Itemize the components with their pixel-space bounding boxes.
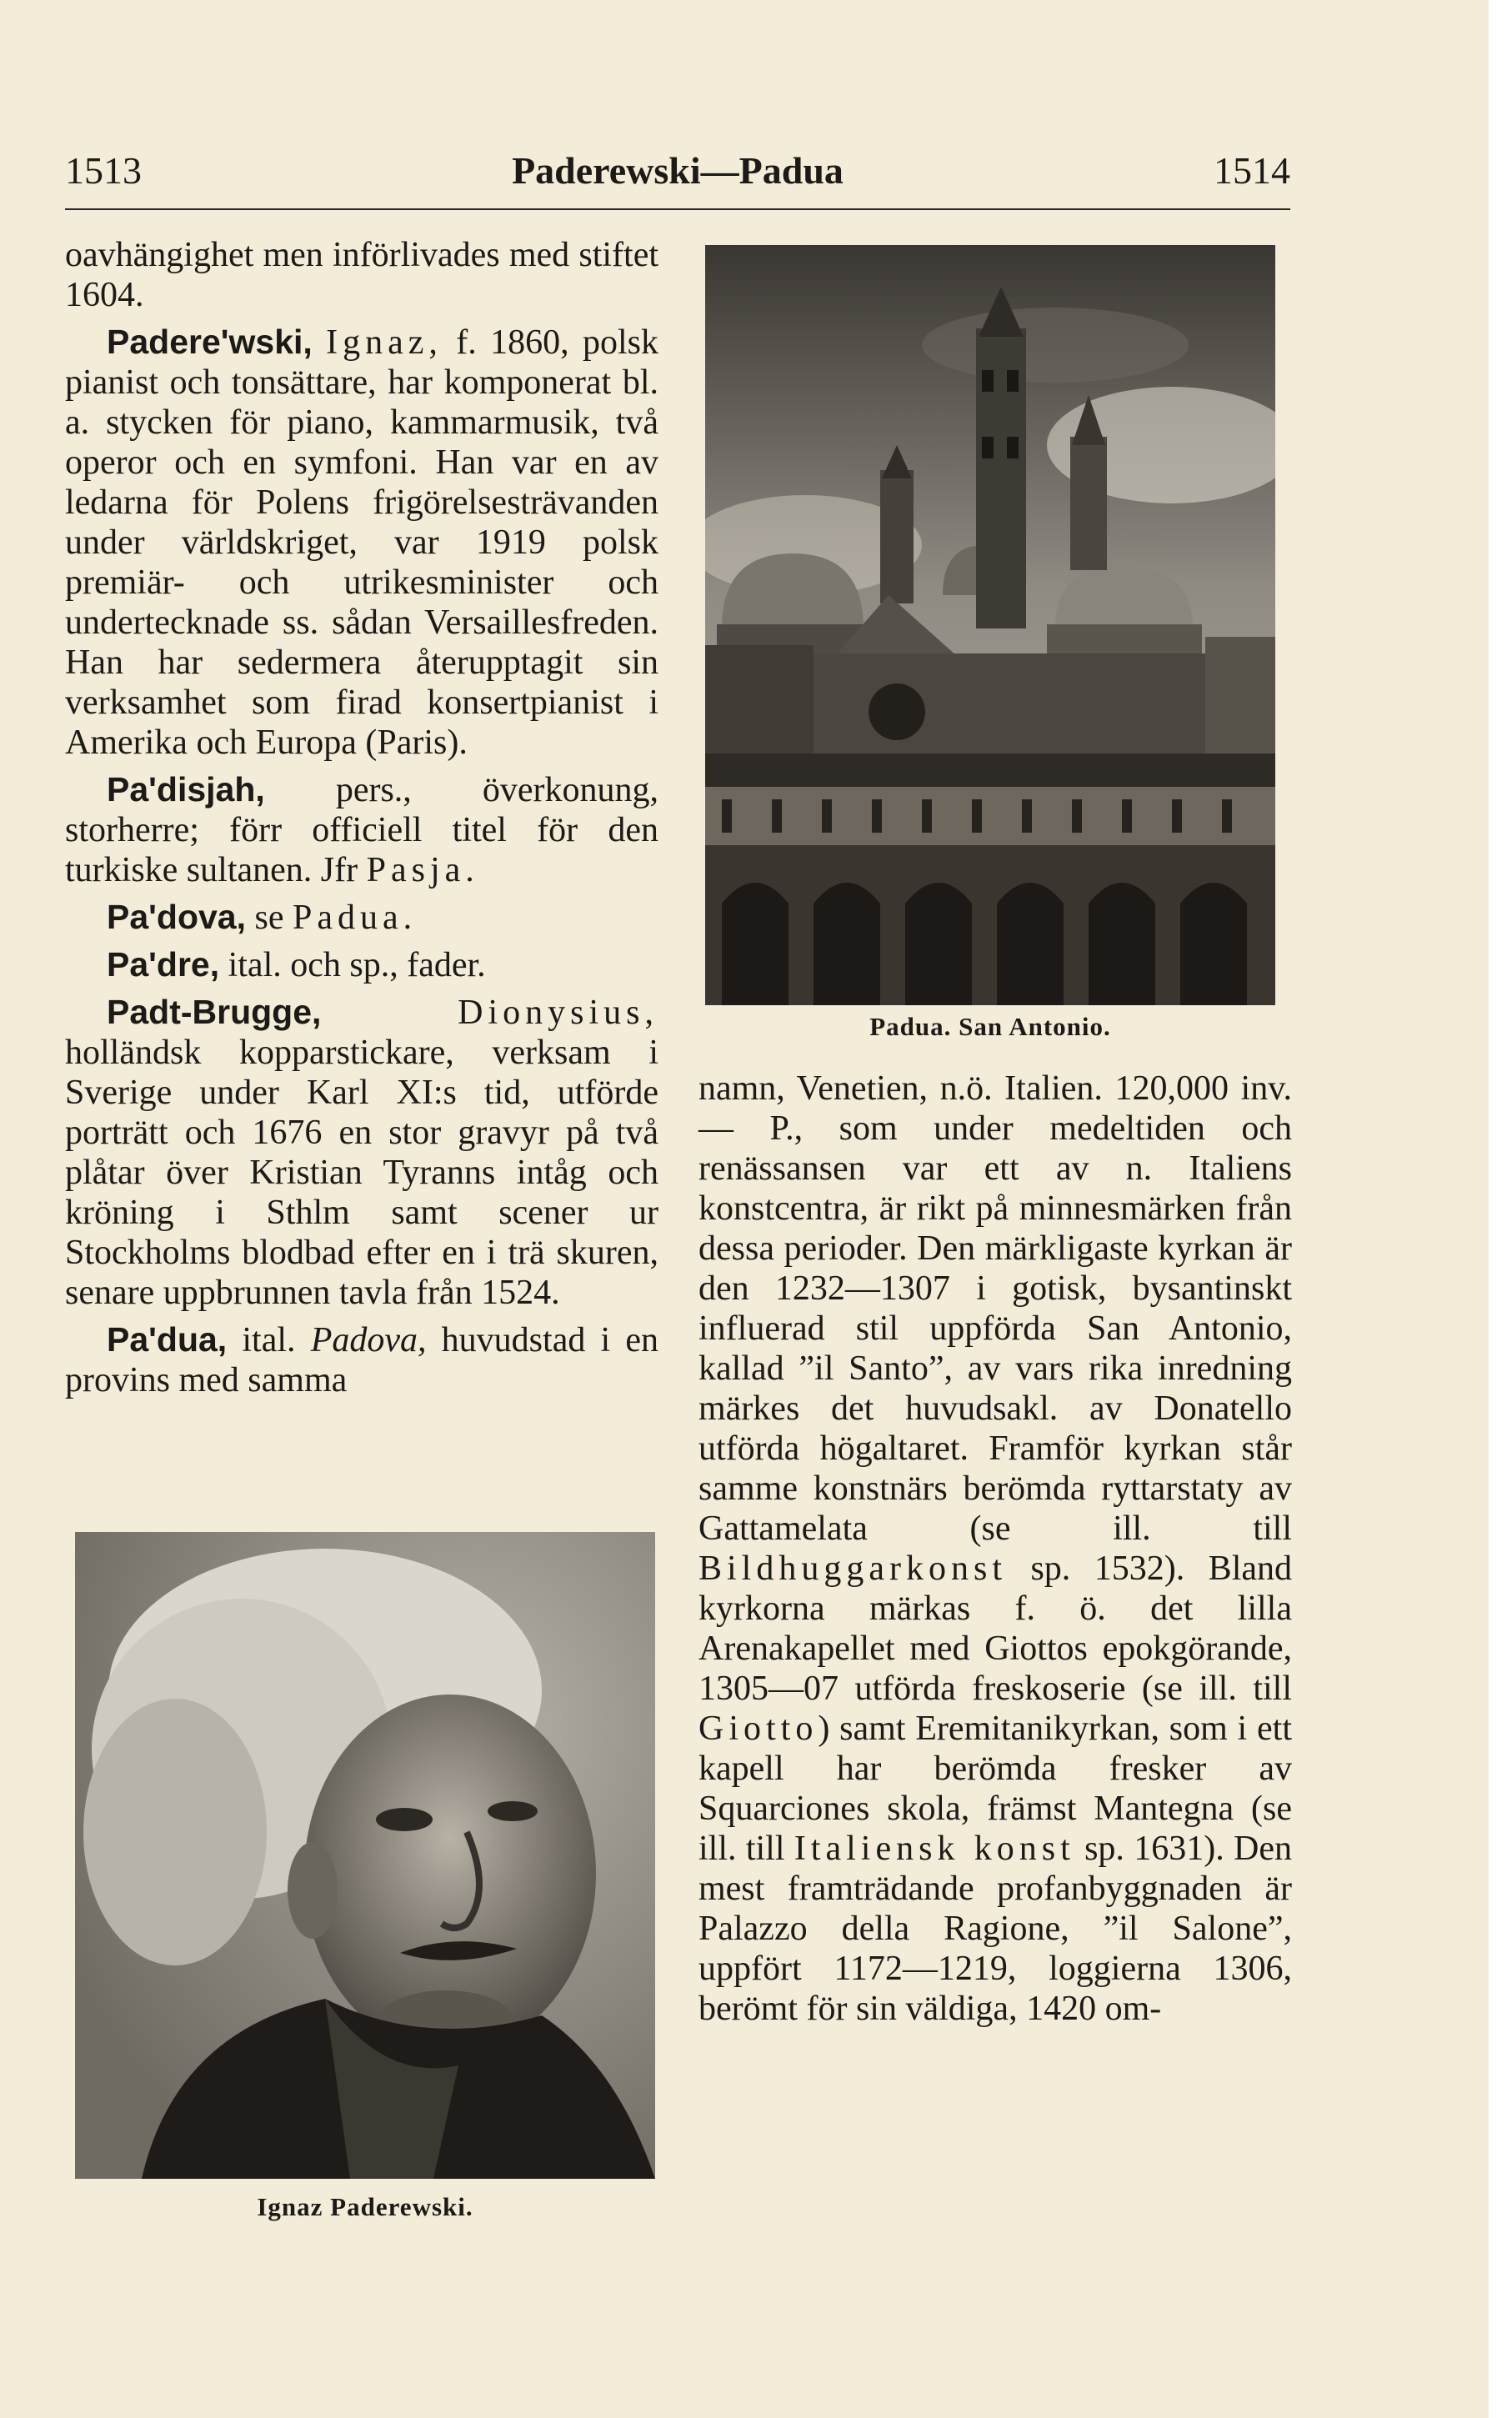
header-rule xyxy=(65,208,1290,210)
entry-padt-brugge: Padt-Brugge, Dionysius, holländsk kopparstickare, verksam i Sverige under Karl XI:s tid, utförde porträtt och 1676 en stor gravyr på två plåtar över Kristian Tyranns intåg och kröning i Sthlm samt scener ur Stockholms blodbad efter en i trä skuren, senare uppbrunnen tavla från 1524. xyxy=(65,993,658,1312)
right-column-number: 1514 xyxy=(1214,149,1290,192)
entry-padova: Pa'dova, se Padua. xyxy=(107,898,418,937)
left-column-number: 1513 xyxy=(65,149,142,192)
san-antonio-photo xyxy=(705,245,1275,1005)
basilica-illustration xyxy=(705,245,1275,1005)
headword: Pa'dre, xyxy=(107,945,220,984)
right-column xyxy=(698,1069,1292,2029)
running-title: Paderewski—Padua xyxy=(512,149,844,192)
paderewski-portrait xyxy=(75,1532,655,2179)
portrait-caption: Ignaz Paderewski. xyxy=(257,2192,473,2221)
left-column xyxy=(65,235,658,1400)
headword: Padere'wski, xyxy=(107,323,313,361)
headword: Pa'disjah, xyxy=(107,770,265,809)
entry-padua: Pa'dua, ital. Padova, huvudstad i en provins med samma xyxy=(65,1320,659,1399)
entry-padre: Pa'dre, ital. och sp., fader. xyxy=(107,945,486,984)
entry-padisjah: Pa'disjah, pers., överkonung, storherre; förr officiell titel för den turkiske sultanen. Jfr Pasja. xyxy=(65,770,658,889)
given-name: Ignaz, xyxy=(326,323,443,362)
entry-continuation: oavhängighet men införlivades med stiftet 1604. xyxy=(65,236,658,314)
given-name: Dionysius, xyxy=(458,994,658,1032)
entry-padua-continued: namn, Venetien, n.ö. Italien. 120,000 inv. — P., som under medeltiden och renässansen var ett av n. Italiens konstcentra, är rikt på minnesmärken från dessa perioder. Den märkligaste kyrkan är den 1232—1307 i gotisk, bysantinskt influerad stil uppförda San Antonio, kallad ”il Santo”, av vars rika inredning märkes det huvudsakl. av Donatello utförda högaltaret. Framför kyrkan står samme konstnärs berömda ryttarstaty av Gattamelata (se ill. till Bildhuggarkonst sp. 1532). Bland kyrkorna märkas f. ö. det lilla Arenakapellet med Giottos epokgörande, 1305—07 utförda freskoserie (se ill. till Giotto) samt Eremitanikyrkan, som i ett kapell har berömda fresker av Squarciones skola, främst Mantegna (se ill. till Italiensk konst sp. 1631). Den mest framträdande profanbyggnaden är Palazzo della Ragione, ”il Salone”, uppfört 1172—1219, loggierna 1306, berömt för sin väldiga, 1420 om- xyxy=(698,1069,1292,2028)
entry-paderewski: Padere'wski, Ignaz, f. 1860, polsk pianist och tonsättare, har komponerat bl. a. stycken för piano, kammarmusik, två operor och en symfoni. Han var en av ledarna för Polens frigörelsesträvanden under världskriget, var 1919 polsk premiär- och utrikesminister och undertecknade ss. sådan Versaillesfreden. Han har sedermera återupptagit sin verksamhet som firad konsertpianist i Amerika och Europa (Paris). xyxy=(65,323,658,762)
church-caption: Padua. San Antonio. xyxy=(869,1012,1111,1041)
headword: Padt-Brugge, xyxy=(107,993,322,1031)
portrait-illustration xyxy=(75,1532,655,2179)
page-edge xyxy=(1489,0,1512,2418)
headword: Pa'dua, xyxy=(107,1320,228,1359)
cross-reference: Padua. xyxy=(292,899,418,937)
cross-reference: Giotto xyxy=(698,1710,819,1748)
cross-reference: Bildhuggarkonst xyxy=(698,1549,1007,1588)
cross-reference: Pasja. xyxy=(366,851,479,889)
page-header xyxy=(65,148,1290,198)
cross-reference: Italiensk konst xyxy=(794,1830,1075,1868)
headword: Pa'dova, xyxy=(107,898,246,936)
